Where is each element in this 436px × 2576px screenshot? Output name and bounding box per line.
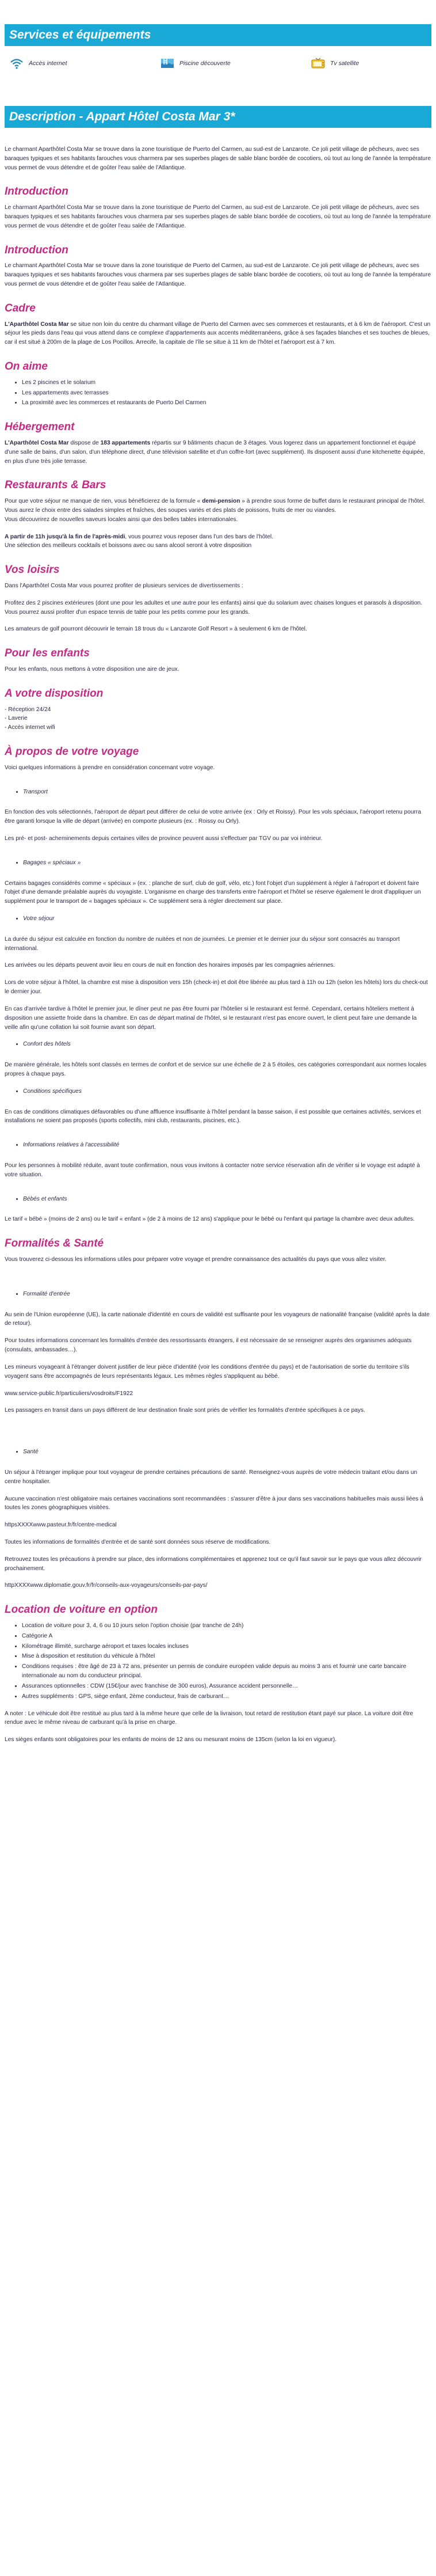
- section-title-introduction: Introduction: [5, 185, 68, 198]
- amenities-list: [5, 52, 431, 75]
- conditions-paragraph: En cas de conditions climatiques défavorables ou d'une affluence insuffisante à l'hôtel pendant la basse saison, il est possible que certaines activités, services et installations ne soient pas proposés (sports collectifs, mini club, restaurants, piscines, etc.).: [5, 1108, 421, 1124]
- wifi-icon: [9, 58, 24, 69]
- bullet-sejour: • Votre séjour: [5, 914, 431, 924]
- restaurants-paragraph-2: Vous aurez le choix entre des salades simples et fraîches, des soupes variés et des plats de poissons, fruits de mer ou viandes.: [5, 507, 336, 514]
- list-item: • La proximité avec les commerces et restaurants de Puerto Del Carmen: [22, 398, 431, 408]
- sante-paragraph-3: Toutes les informations de formalités d'entrée et de santé sont données sous réserve de modifications.: [5, 1539, 271, 1545]
- entree-paragraph-4: Les passagers en transit dans un pays différent de leur destination finale sont priés de vérifier les formalités d'entrée spécifiques à ce pays.: [5, 1407, 365, 1414]
- pool-icon: [160, 58, 175, 69]
- intro-paragraph-2: Le charmant Aparthôtel Costa Mar se trouve dans la zone touristique de Puerto del Carmen, au sud-est de Lanzarote. Ce joli petit village de pêcheurs, avec ses baraques typiques et ses habitants farouches vous charmera par ses superbes plages de sable blanc bordée de cocotiers, où tout au long de l'année la température vous permet de vous détendre et de goûter l'eau salée de l'Atlantique.: [5, 204, 431, 229]
- formalites-intro: Vous trouverez ci-dessous les informations utiles pour préparer votre voyage et prendre connaissance des actualités du pays que vous allez visiter.: [5, 1256, 387, 1263]
- disposition-line: - Laverie: [5, 715, 28, 722]
- section-title-restaurants: Restaurants & Bars: [5, 479, 106, 492]
- location-note-1: A noter : Le véhicule doit être restitué au plus tard à la même heure que celle de la livraison, tout retard de restitution étant payé sur place. La voiture doit être rendue avec le même niveau de carburant qu'à la prise en charge.: [5, 1710, 414, 1726]
- list-item: • Autres suppléments : GPS, siège enfant, 2ème conducteur, frais de carburant…: [22, 1692, 431, 1701]
- section-title-formalites: Formalités & Santé: [5, 1237, 104, 1250]
- section-title-apropos: À propos de votre voyage: [5, 745, 139, 758]
- disposition-line: - Accès internet wifi: [5, 724, 55, 731]
- bullet-conditions: • Conditions spécifiques: [5, 1087, 431, 1096]
- loisirs-paragraph-2: Profitez des 2 piscines extérieures (dont une pour les adultes et une autre pour les enfants) ainsi que du solarium avec chaises longues et parasols à disposition. Vous pourrez aussi profiter d'un espace tennis de table pour les petits comme pour les grands.: [5, 599, 422, 615]
- section-title-on-aime: On aime: [5, 360, 48, 373]
- enfants-paragraph: Pour les enfants, nous mettons à votre disposition une aire de jeux.: [5, 666, 179, 673]
- list-item: • Les appartements avec terrasses: [22, 389, 431, 398]
- accessibilite-paragraph: Pour les personnes à mobilité réduite, avant toute confirmation, nous vous invitons à contacter notre service réservation afin de vérifier si le voyage est adapté à votre situation.: [5, 1162, 420, 1178]
- bullet-bagages: • Bagages « spéciaux »: [5, 858, 431, 868]
- section-title-cadre: Cadre: [5, 302, 36, 314]
- location-list: [5, 1621, 431, 1701]
- list-item: • Location de voiture pour 3, 4, 6 ou 10 jours selon l'option choisie (par tranche de 24h): [22, 1621, 431, 1631]
- entree-paragraph-1: Au sein de l'Union européenne (UE), la carte nationale d'identité en cours de validité est suffisante pour les voyageurs de nationalité française (validité après la date de retour).: [5, 1311, 430, 1327]
- sejour-paragraph-1: La durée du séjour est calculée en fonction du nombre de nuitées et non de journées. Le premier et le dernier jour du séjour sont consacrés au transport international.: [5, 936, 400, 952]
- bullet-bebes: • Bébés et enfants: [5, 1195, 431, 1204]
- section-title-introduction-2: Introduction: [5, 244, 68, 256]
- loisirs-paragraph-1: Dans l'Aparthôtel Costa Mar vous pourrez profiter de plusieurs services de divertissements :: [5, 582, 243, 589]
- pasteur-link[interactable]: httpsXXXXwww.pasteur.fr/fr/centre-medical: [5, 1522, 117, 1529]
- list-item: • Mise à disposition et restitution du véhicule à l'hôtel: [22, 1652, 431, 1661]
- entree-paragraph-2: Pour toutes informations concernant les formalités d'entrée des ressortissants étrangers, il est nécessaire de se renseigner auprès des organismes adéquats (consulats, ambassades…).: [5, 1338, 412, 1354]
- entree-paragraph-3: Les mineurs voyageant à l'étranger doivent justifier de leur pièce d'identité (voir les conditions d'entrée du pays) et de l'autorisation de sortie du territoire s'ils voyagent sans être accompagnés de leurs représentants légaux. Les mêmes règles s'appliquent au bébé.: [5, 1363, 410, 1380]
- location-note-2: Les sièges enfants sont obligatoires pour les enfants de moins de 12 ans ou mesurant moins de 135cm (selon la loi en vigueur).: [5, 1737, 337, 1743]
- list-item: • Conditions requises : être âgé de 23 à 72 ans, présenter un permis de conduire européen valide depuis au moins 3 ans et fournir une carte bancaire internationale au nom du conducteur principal.: [22, 1662, 431, 1681]
- section-title-disposition: A votre disposition: [5, 687, 104, 700]
- intro-paragraph-3: Le charmant Aparthôtel Costa Mar se trouve dans la zone touristique de Puerto del Carmen, au sud-est de Lanzarote. Ce joli petit village de pêcheurs, avec ses baraques typiques et ses habitants farouches vous charmera par ses superbes plages de sable blanc bordée de cocotiers, où tout au long de l'année la température vous permet de vous détendre et de goûter l'eau salée de l'Atlantique.: [5, 263, 431, 287]
- description-title: Description - Appart Hôtel Costa Mar 3*: [5, 106, 431, 128]
- bagages-paragraph: Certains bagages considérés comme « spéciaux » (ex. : planche de surf, club de golf, vélo, etc.) font l'objet d'un supplément à régler à l'aéroport et doivent faire l'objet d'une demande préalable auprès du voyagiste. L'organisme en charge des transferts entre l'aéroport et l'hôtel se réserve également le droit d'appliquer un supplément pour le transport de « bagages spéciaux ». Ce supplément sera à régler directement sur place.: [5, 880, 421, 905]
- apropos-intro: Voici quelques informations à prendre en considération concernant votre voyage.: [5, 764, 215, 771]
- restaurants-paragraph-4: A partir de 11h jusqu'à la fin de l'après-midi, vous pourrez vous reposer dans l'un des bars de l'hôtel.: [5, 533, 273, 540]
- hotel-name: L'Aparthôtel Costa Mar: [5, 321, 69, 328]
- sante-paragraph-2: Aucune vaccination n'est obligatoire mais certaines vaccinations sont recommandées : s'assurer d'être à jour dans ses vaccinations habituelles mais aussi liées à toutes les zones géographiques visitées.: [5, 1495, 423, 1511]
- restaurants-paragraph-3: Vous découvrirez de nouvelles saveurs locales ainsi que des belles tables internationales.: [5, 516, 238, 523]
- amenity-label: Piscine découverte: [179, 59, 231, 67]
- amenity-internet: [9, 58, 160, 69]
- bullet-accessibilite: • Informations relatives à l'accessibilité: [5, 1141, 431, 1150]
- bullet-confort: • Confort des hôtels: [5, 1040, 431, 1049]
- transport-paragraph-2: Les pré- et post- acheminements depuis certaines villes de province peuvent aussi s'effectuer par TGV ou par voi intérieur.: [5, 835, 323, 842]
- amenity-label: Accès internet: [29, 59, 67, 67]
- tv-icon: [311, 58, 326, 69]
- transport-paragraph-1: En fonction des vols sélectionnés, l'aéroport de départ peut différer de celui de votre arrivée (ex : Orly et Roissy). Pour les vols spéciaux, l'aéroport retenu pourra être garanti lorsque la ville de départ (arrivée) en comporte plusieurs (ex. : Roissy ou Orly).: [5, 809, 421, 825]
- list-item: • Assurances optionnelles : CDW (15€/jour avec franchise de 300 euros), Assurance accident personnelle…: [22, 1682, 431, 1691]
- amenity-pool: [160, 58, 311, 69]
- loisirs-paragraph-3: Les amateurs de golf pourront découvrir le terrain 18 trous du « Lanzarote Golf Resort » à seulement 6 km de l'hôtel.: [5, 626, 307, 633]
- sejour-paragraph-3: Lors de votre séjour à l'hôtel, la chambre est mise à disposition vers 15h (check-in) et doit être libérée au plus tard à 11h ou 12h (selon les hôtels) lors du check-out le dernier jour.: [5, 979, 428, 996]
- service-public-link[interactable]: www.service-public.fr/particuliers/vosdroits/F1922: [5, 1390, 133, 1397]
- list-item: • Les 2 piscines et le solarium: [22, 378, 431, 387]
- sante-paragraph-1: Un séjour à l'étranger implique pour tout voyageur de prendre certaines précautions de santé. Renseignez-vous auprès de votre médecin traitant et/ou dans un centre hospitalier.: [5, 1469, 418, 1485]
- bebes-paragraph: Le tarif « bébé » (moins de 2 ans) ou le tarif « enfant » (de 2 à moins de 12 ans) s'applique pour le bébé ou l'enfant qui partage la chambre avec deux adultes.: [5, 1216, 415, 1223]
- on-aime-list: [5, 378, 431, 408]
- section-title-loisirs: Vos loisirs: [5, 564, 60, 576]
- sejour-paragraph-4: En cas d'arrivée tardive à l'hôtel le premier jour, le dîner peut ne pas être fourni par l'hôtelier si le restaurant est fermé. Cependant, certains hôteliers mettent à disposition une assiette froide dans la chambre. En cas de départ matinal de l'hôtel, si le restaurant n'est pas encore ouvert, le client peut faire une demande la veille afin qu'une collation lui soit fournie avant son départ.: [5, 1005, 417, 1031]
- bullet-transport: • Transport: [5, 788, 431, 797]
- section-title-hebergement: Hébergement: [5, 421, 75, 434]
- list-item: • Catégorie A: [22, 1632, 431, 1641]
- bullet-entree: • Formalité d'entrée: [5, 1290, 431, 1299]
- amenity-tv: [311, 58, 359, 69]
- disposition-line: - Réception 24/24: [5, 706, 51, 713]
- list-item: • Kilométrage illimité, surcharge aéroport et taxes locales incluses: [22, 1642, 431, 1651]
- bullet-sante: • Santé: [5, 1447, 431, 1457]
- intro-paragraph: Le charmant Aparthôtel Costa Mar se trouve dans la zone touristique de Puerto del Carmen, au sud-est de Lanzarote. Ce joli petit village de pêcheurs, avec ses baraques typiques et ses habitants farouches vous charmera par ses superbes plages de sable blanc bordée de cocotiers, où tout au long de l'année la température vous permet de vous détendre et de goûter l'eau salée de l'Atlantique.: [5, 146, 431, 171]
- section-title-enfants: Pour les enfants: [5, 647, 90, 660]
- amenity-label: Tv satellite: [330, 59, 359, 67]
- section-title-location: Location de voiture en option: [5, 1604, 158, 1616]
- confort-paragraph: De manière générale, les hôtels sont classés en termes de confort et de service sur une échelle de 2 à 5 étoiles, ces catégories correspondant aux normes locales propres à chaque pays.: [5, 1062, 427, 1077]
- restaurants-paragraph-1: Pour que votre séjour ne manque de rien, vous bénéficierez de la formule « demi-pension » à prendre sous forme de buffet dans le restaurant principal de l'hôtel.: [5, 498, 426, 505]
- sejour-paragraph-2: Les arrivées ou les départs peuvent avoir lieu en cours de nuit en fonction des horaires imposés par les compagnies aériennes.: [5, 962, 335, 969]
- diplomatie-link[interactable]: httpXXXXwww.diplomatie.gouv.fr/fr/conseils-aux-voyageurs/conseils-par-pays/: [5, 1582, 208, 1589]
- cadre-paragraph: L'Aparthôtel Costa Mar se situe non loin du centre du charmant village de Puerto del Carmen avec ses commerces et restaurants, et à 6 km de l'aéroport. C'est un séjour les pieds dans l'eau qui vous attend dans ce complexe d'appartements aux accents méditerranéens, grâce à ses façades blanches et ses touches de bleues, car il est situé à 200m de la plage de Los Pocillos. Arrecife, la capitale de l'île se situe à 11 km de l'hôtel et l'aéroport est à 7 km.: [5, 321, 431, 346]
- services-title: Services et équipements: [5, 24, 431, 46]
- sante-paragraph-4: Retrouvez toutes les précautions à prendre sur place, des informations complémentaires et apprenez tout ce qu'il faut savoir sur le pays que vous allez découvrir prochainement.: [5, 1556, 422, 1572]
- hebergement-paragraph: L'Aparthôtel Costa Mar dispose de 183 appartements répartis sur 9 bâtiments chacun de 3 étages. Vous logerez dans un appartement fonctionnel et équipé d'une salle de bains, d'un salon, d'un téléphone direct, d'une télévision satellite et d'un coffre-fort (avec supplément). Ils disposent aussi d'une kitchenette équipée, en plus d'une très jolie terrasse.: [5, 439, 425, 465]
- restaurants-paragraph-5: Une sélection des meilleurs cocktails et boissons avec ou sans alcool seront à votre disposition: [5, 542, 252, 549]
